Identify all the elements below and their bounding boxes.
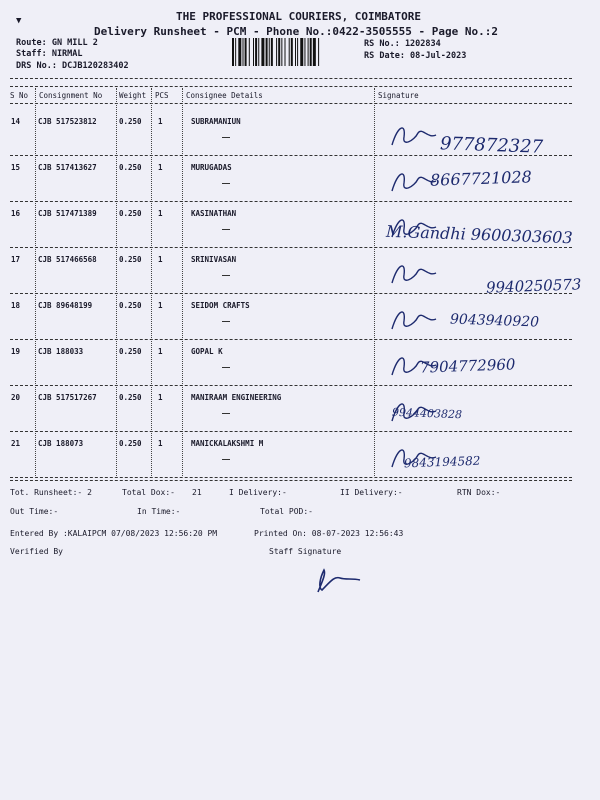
out-time: Out Time:- — [10, 507, 59, 516]
col-signature: Signature — [378, 91, 419, 100]
row-consignment: CJB 188073 — [38, 439, 84, 448]
col-divider — [151, 88, 152, 476]
col-pcs: PCS — [155, 91, 169, 100]
row-consignee: SEIDOM CRAFTS — [191, 301, 250, 310]
signature-scribble — [388, 121, 448, 151]
row-pcs: 1 — [158, 439, 163, 448]
signature-handwriting: M.Gandhi 9600303603 — [385, 221, 573, 248]
consignee-tick — [222, 275, 230, 276]
column-header-top-rule — [10, 86, 572, 87]
col-divider — [182, 88, 183, 476]
row-rule — [10, 293, 572, 294]
entered-by: Entered By :KALAIPCM 07/08/2023 12:56:20 PM — [10, 529, 218, 538]
drs-number: DRS No.: DCJB120283402 — [16, 61, 129, 71]
row-sno: 18 — [11, 301, 21, 310]
signature-scribble — [388, 213, 448, 243]
consignee-tick — [222, 413, 230, 414]
in-time: In Time:- — [137, 507, 181, 516]
row-rule — [10, 339, 572, 340]
row-sno: 17 — [11, 255, 21, 264]
row-consignee: MANICKALAKSHMI M — [191, 439, 264, 448]
row-consignee: MURUGADAS — [191, 163, 232, 172]
row-weight: 0.250 — [119, 301, 142, 310]
consignee-tick — [222, 229, 230, 230]
row-consignee: SUBRAMANIUN — [191, 117, 241, 126]
row-weight: 0.250 — [119, 163, 142, 172]
row-consignee: KASINATHAN — [191, 209, 237, 218]
row-consignment: CJB 517523812 — [38, 117, 97, 126]
row-sno: 14 — [11, 117, 21, 126]
row-sno: 21 — [11, 439, 21, 448]
rs-date: RS Date: 08-Jul-2023 — [364, 51, 467, 61]
row-rule — [10, 201, 572, 202]
row-pcs: 1 — [158, 301, 163, 310]
consignee-tick — [222, 137, 230, 138]
signature-handwriting: 9043940920 — [449, 311, 540, 331]
col-sno: S No — [10, 91, 29, 100]
row-rule — [10, 155, 572, 156]
total-dox-label: Total Dox:- — [122, 488, 175, 497]
signature-handwriting: 9940250573 — [485, 275, 582, 297]
signature-scribble — [388, 443, 448, 473]
signature-handwriting: 7904772960 — [419, 355, 516, 377]
signature-handwriting: 9944403828 — [391, 405, 463, 422]
row-consignment: CJB 89648199 — [38, 301, 93, 310]
consignee-tick — [222, 321, 230, 322]
row-consignment: CJB 517471389 — [38, 209, 97, 218]
row-consignment: CJB 517413627 — [38, 163, 97, 172]
total-dox-value: 21 — [192, 488, 202, 497]
col-weight: Weight — [119, 91, 147, 100]
col-consignment: Consignment No — [39, 91, 103, 100]
signature-handwriting: 9843194582 — [403, 453, 481, 471]
signature-scribble — [388, 397, 448, 427]
row-weight: 0.250 — [119, 439, 142, 448]
row-pcs: 1 — [158, 117, 163, 126]
consignee-tick — [222, 459, 230, 460]
i-delivery: I Delivery:- — [229, 488, 287, 497]
col-consignee: Consignee Details — [186, 91, 263, 100]
signature-handwriting: 8667721028 — [429, 167, 533, 190]
signature-scribble — [388, 167, 448, 197]
signature-scribble — [388, 259, 448, 289]
route: Route: GN MILL 2 — [16, 38, 98, 48]
row-pcs: 1 — [158, 255, 163, 264]
row-sno: 20 — [11, 393, 21, 402]
row-consignee: GOPAL K — [191, 347, 223, 356]
row-pcs: 1 — [158, 393, 163, 402]
total-pod: Total POD:- — [260, 507, 313, 516]
row-weight: 0.250 — [119, 347, 142, 356]
row-rule — [10, 431, 572, 432]
row-weight: 0.250 — [119, 117, 142, 126]
staff-signature-label: Staff Signature — [269, 547, 342, 556]
signature-scribble — [388, 305, 448, 335]
header-rule — [10, 78, 572, 79]
staff-signature-scribble — [312, 568, 372, 598]
signature-scribble — [388, 351, 448, 381]
row-weight: 0.250 — [119, 393, 142, 402]
tot-runsheet: Tot. Runsheet:- 2 — [10, 488, 92, 497]
col-divider — [35, 88, 36, 476]
verified-by: Verified By — [10, 547, 63, 556]
column-header-bottom-rule — [10, 103, 572, 104]
company-name: THE PROFESSIONAL COURIERS, COIMBATORE — [176, 10, 422, 23]
row-consignment: CJB 517466568 — [38, 255, 97, 264]
row-pcs: 1 — [158, 347, 163, 356]
row-pcs: 1 — [158, 209, 163, 218]
runsheet-title: Delivery Runsheet - PCM - Phone No.:0422-3505555 - Page No.:2 — [94, 25, 498, 38]
barcode — [232, 38, 356, 66]
signature-handwriting: 977872327 — [439, 133, 544, 158]
row-rule — [10, 247, 572, 248]
row-pcs: 1 — [158, 163, 163, 172]
row-rule — [10, 385, 572, 386]
consignee-tick — [222, 183, 230, 184]
row-weight: 0.250 — [119, 209, 142, 218]
rtn-dox: RTN Dox:- — [457, 488, 501, 497]
row-sno: 19 — [11, 347, 21, 356]
ii-delivery: II Delivery:- — [340, 488, 403, 497]
row-sno: 15 — [11, 163, 21, 172]
row-consignee: SRINIVASAN — [191, 255, 237, 264]
corner-mark-icon: ▼ — [16, 16, 22, 26]
col-divider — [116, 88, 117, 476]
consignee-tick — [222, 367, 230, 368]
printed-on: Printed On: 08-07-2023 12:56:43 — [254, 529, 404, 538]
rs-number: RS No.: 1202834 — [364, 39, 441, 49]
row-consignment: CJB 188033 — [38, 347, 84, 356]
row-consignee: MANIRAAM ENGINEERING — [191, 393, 282, 402]
row-sno: 16 — [11, 209, 21, 218]
staff: Staff: NIRMAL — [16, 49, 83, 59]
row-weight: 0.250 — [119, 255, 142, 264]
totals-rule — [10, 480, 572, 481]
col-divider — [374, 88, 375, 476]
row-consignment: CJB 517517267 — [38, 393, 97, 402]
row-rule — [10, 477, 572, 478]
